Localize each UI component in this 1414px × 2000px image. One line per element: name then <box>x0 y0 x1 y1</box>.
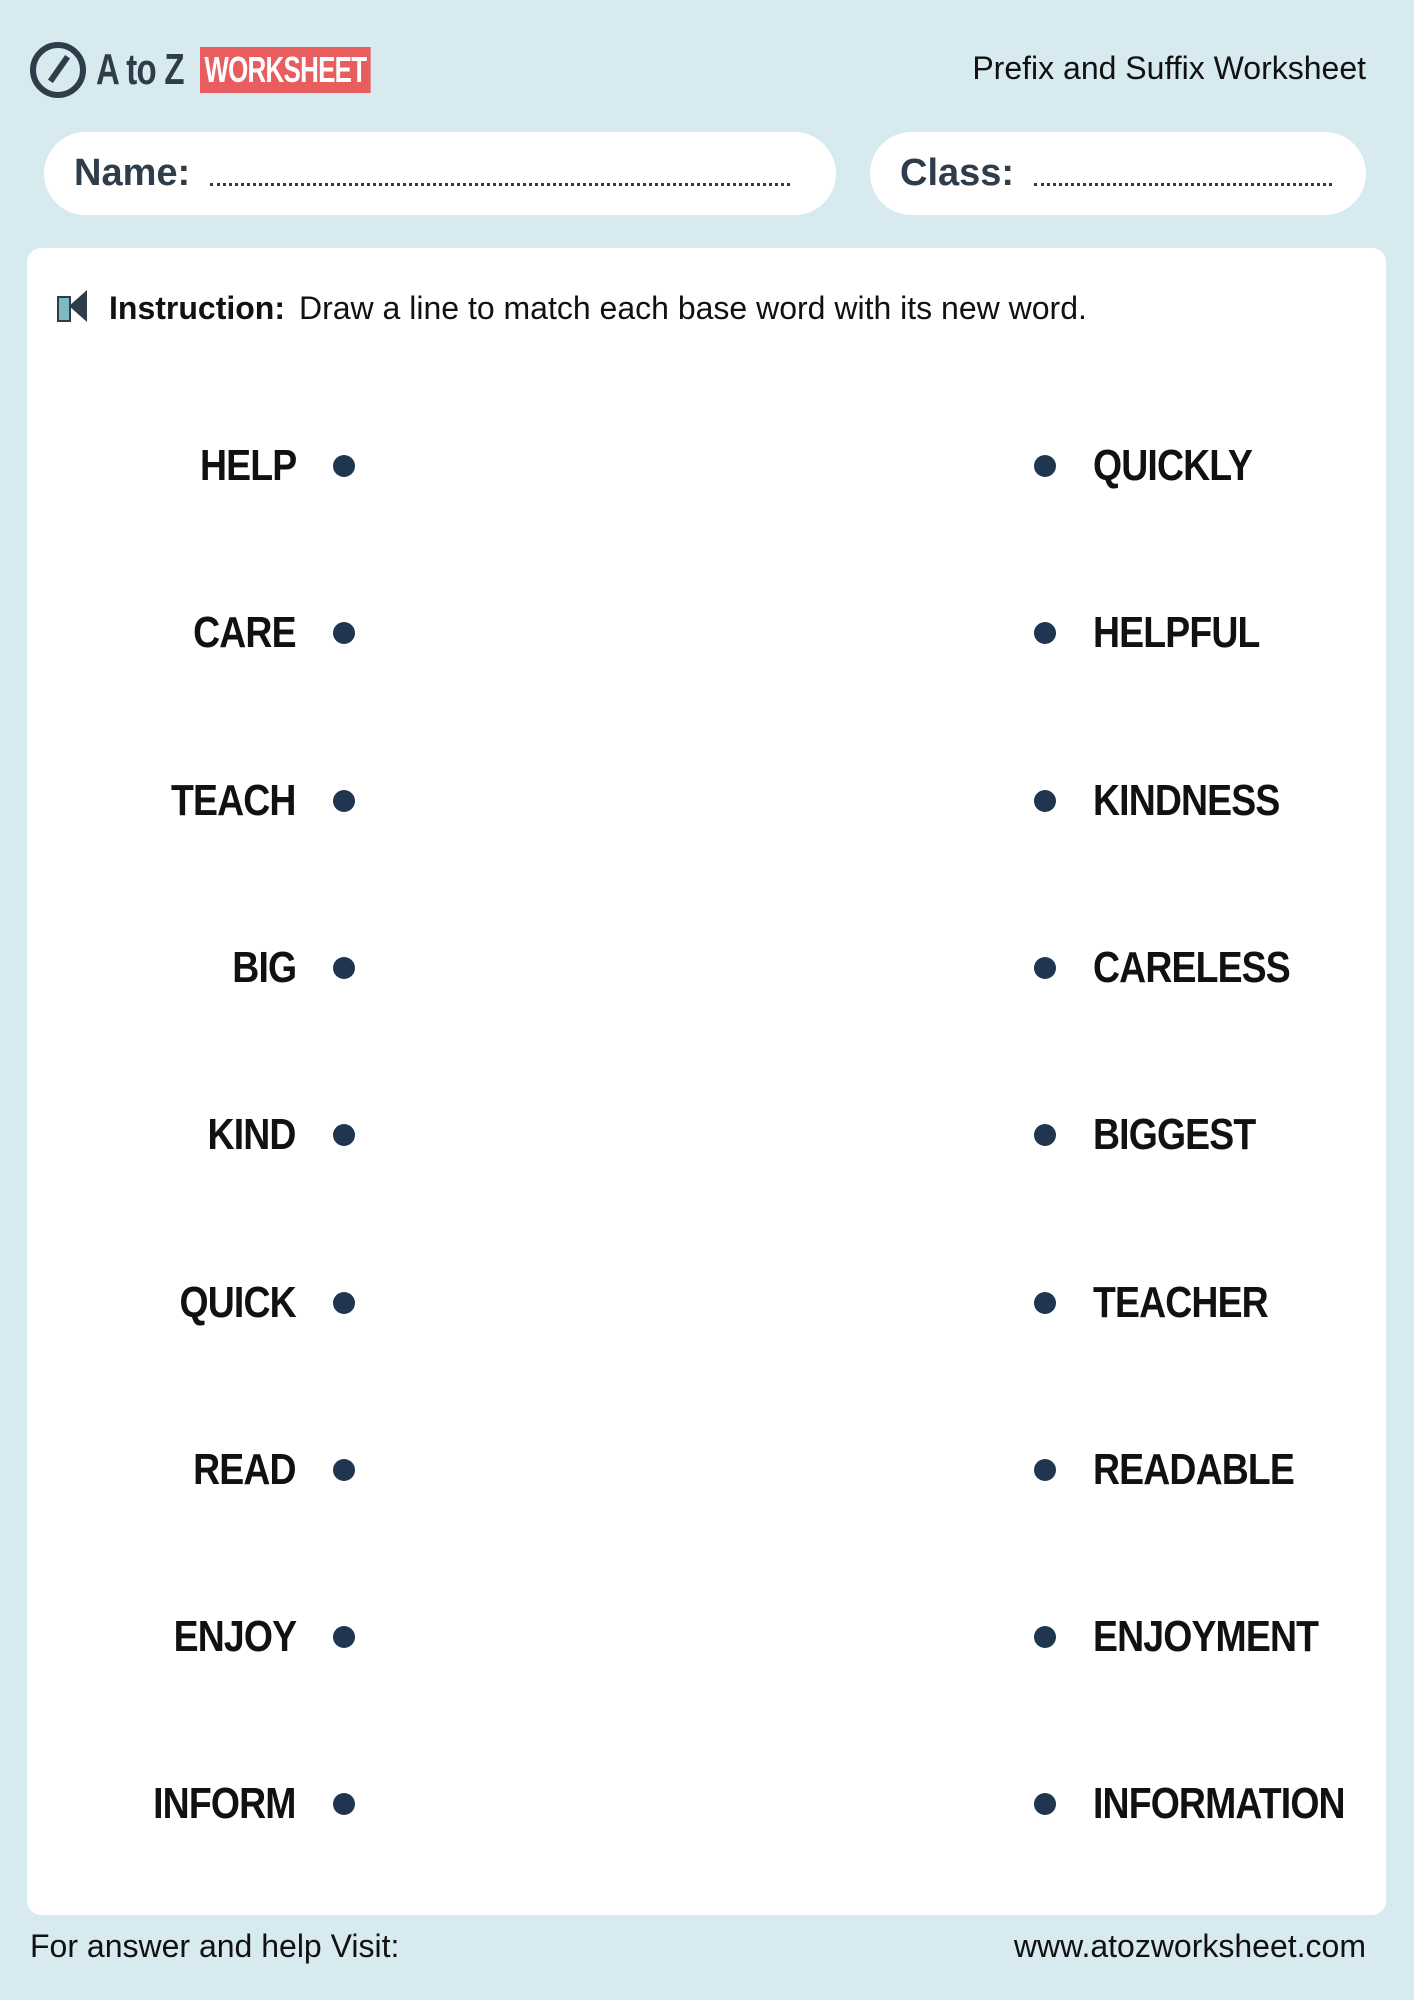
instruction-text: Draw a line to match each base word with its new word. <box>298 289 1087 326</box>
new-word-dot[interactable] <box>1034 1124 1056 1146</box>
match-row <box>27 1105 1386 1165</box>
megaphone-icon <box>55 288 99 328</box>
name-line[interactable] <box>210 183 790 186</box>
match-row <box>27 1607 1386 1667</box>
base-word: ENJOY <box>173 1612 296 1662</box>
new-word-dot[interactable] <box>1034 1292 1056 1314</box>
base-word: TEACH <box>171 775 296 825</box>
footer-link[interactable]: www.atozworksheet.com <box>1013 1928 1366 1964</box>
base-word-dot[interactable] <box>333 455 355 477</box>
new-word-dot[interactable] <box>1034 622 1056 644</box>
base-word-dot[interactable] <box>333 1626 355 1648</box>
new-word-dot[interactable] <box>1034 1793 1056 1815</box>
base-word: INFORM <box>153 1779 296 1829</box>
new-word: CARELESS <box>1093 942 1290 992</box>
new-word: READABLE <box>1093 1444 1294 1494</box>
match-row <box>27 1774 1386 1834</box>
new-word-dot[interactable] <box>1034 1459 1056 1481</box>
logo-text: A to Z <box>96 45 184 94</box>
base-word-dot[interactable] <box>333 790 355 812</box>
match-row <box>27 1273 1386 1333</box>
match-row <box>27 771 1386 831</box>
base-word-dot[interactable] <box>333 957 355 979</box>
new-word-dot[interactable] <box>1034 455 1056 477</box>
footer-text: For answer and help Visit: <box>30 1928 400 1964</box>
new-word: INFORMATION <box>1093 1779 1345 1829</box>
base-word: CARE <box>193 608 296 658</box>
base-word: QUICK <box>179 1277 296 1327</box>
new-word: QUICKLY <box>1093 441 1252 490</box>
base-word-dot[interactable] <box>333 1793 355 1815</box>
new-word: KINDNESS <box>1093 775 1280 825</box>
match-row <box>27 436 1386 496</box>
logo-pen-icon <box>30 42 86 98</box>
base-word-dot[interactable] <box>333 622 355 644</box>
logo-badge: WORKSHEET <box>200 47 371 93</box>
class-field[interactable] <box>870 132 1366 215</box>
worksheet-card <box>27 248 1386 1915</box>
new-word: ENJOYMENT <box>1093 1612 1319 1662</box>
base-word: BIG <box>232 942 296 992</box>
match-row <box>27 603 1386 663</box>
base-word-dot[interactable] <box>333 1292 355 1314</box>
worksheet-title: Prefix and Suffix Worksheet <box>972 50 1366 86</box>
base-word-dot[interactable] <box>333 1124 355 1146</box>
new-word: BIGGEST <box>1093 1110 1256 1160</box>
new-word-dot[interactable] <box>1034 957 1056 979</box>
name-label: Name: <box>74 152 191 194</box>
base-word-dot[interactable] <box>333 1459 355 1481</box>
logo <box>30 40 367 100</box>
new-word-dot[interactable] <box>1034 790 1056 812</box>
class-label: Class: <box>900 152 1015 194</box>
instruction <box>55 288 1087 328</box>
name-field[interactable] <box>44 132 836 215</box>
base-word: KIND <box>207 1110 296 1160</box>
new-word: TEACHER <box>1093 1277 1268 1327</box>
new-word: HELPFUL <box>1093 608 1260 658</box>
base-word: READ <box>193 1444 296 1494</box>
match-row <box>27 938 1386 998</box>
class-line[interactable] <box>1034 183 1332 186</box>
match-row <box>27 1440 1386 1500</box>
instruction-label: Instruction: <box>109 289 285 326</box>
new-word-dot[interactable] <box>1034 1626 1056 1648</box>
base-word: HELP <box>199 441 296 490</box>
